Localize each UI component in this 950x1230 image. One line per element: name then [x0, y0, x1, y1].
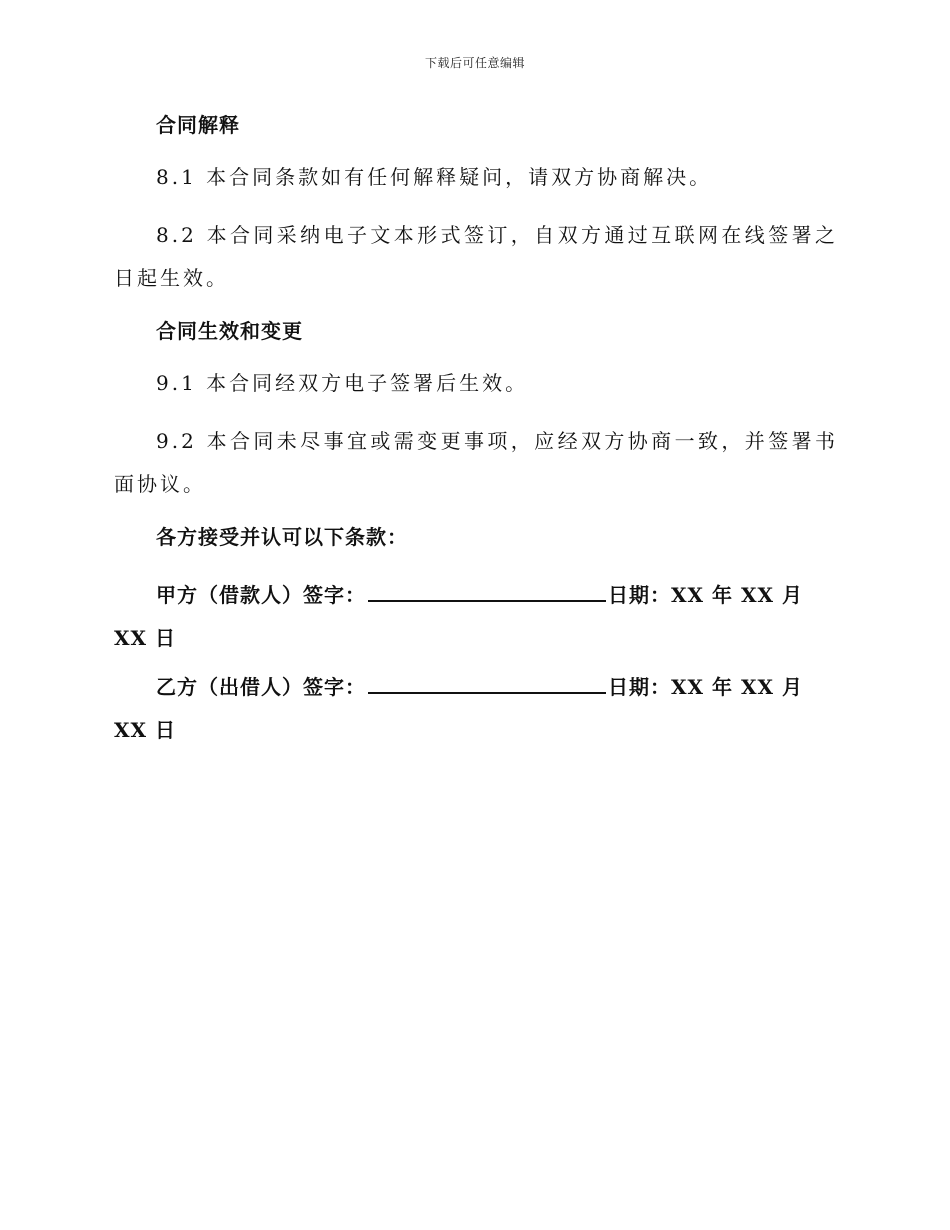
- party-b-label: 乙方（出借人）签字：: [156, 675, 366, 699]
- party-a-label: 甲方（借款人）签字：: [156, 583, 366, 607]
- clause-8-1: 8.1 本合同条款如有任何解释疑问，请双方协商解决。: [156, 165, 713, 189]
- page-header-note: 下载后可任意编辑: [424, 56, 525, 70]
- document-body: [114, 110, 838, 760]
- party-a-signature-blank[interactable]: [368, 586, 606, 602]
- party-a-signature-line: [114, 574, 838, 660]
- acceptance-heading: 各方接受并认可以下条款：: [156, 525, 408, 549]
- clause-8-2: 8.2 本合同采纳电子文本形式签订，自双方通过互联网在线签署之日起生效。: [114, 223, 838, 290]
- party-b-date: 日期：XX 年 XX 月 XX 日: [114, 675, 803, 742]
- clause-9-2: 9.2 本合同未尽事宜或需变更事项，应经双方协商一致，并签署书面协议。: [114, 429, 838, 496]
- party-a-date: 日期：XX 年 XX 月 XX 日: [114, 583, 803, 650]
- party-b-signature-line: [114, 666, 838, 752]
- party-b-signature-blank[interactable]: [368, 678, 606, 694]
- clause-9-1: 9.1 本合同经双方电子签署后生效。: [156, 371, 529, 395]
- section-heading-interpretation: 合同解释: [156, 113, 240, 137]
- section-heading-effect-change: 合同生效和变更: [156, 319, 303, 343]
